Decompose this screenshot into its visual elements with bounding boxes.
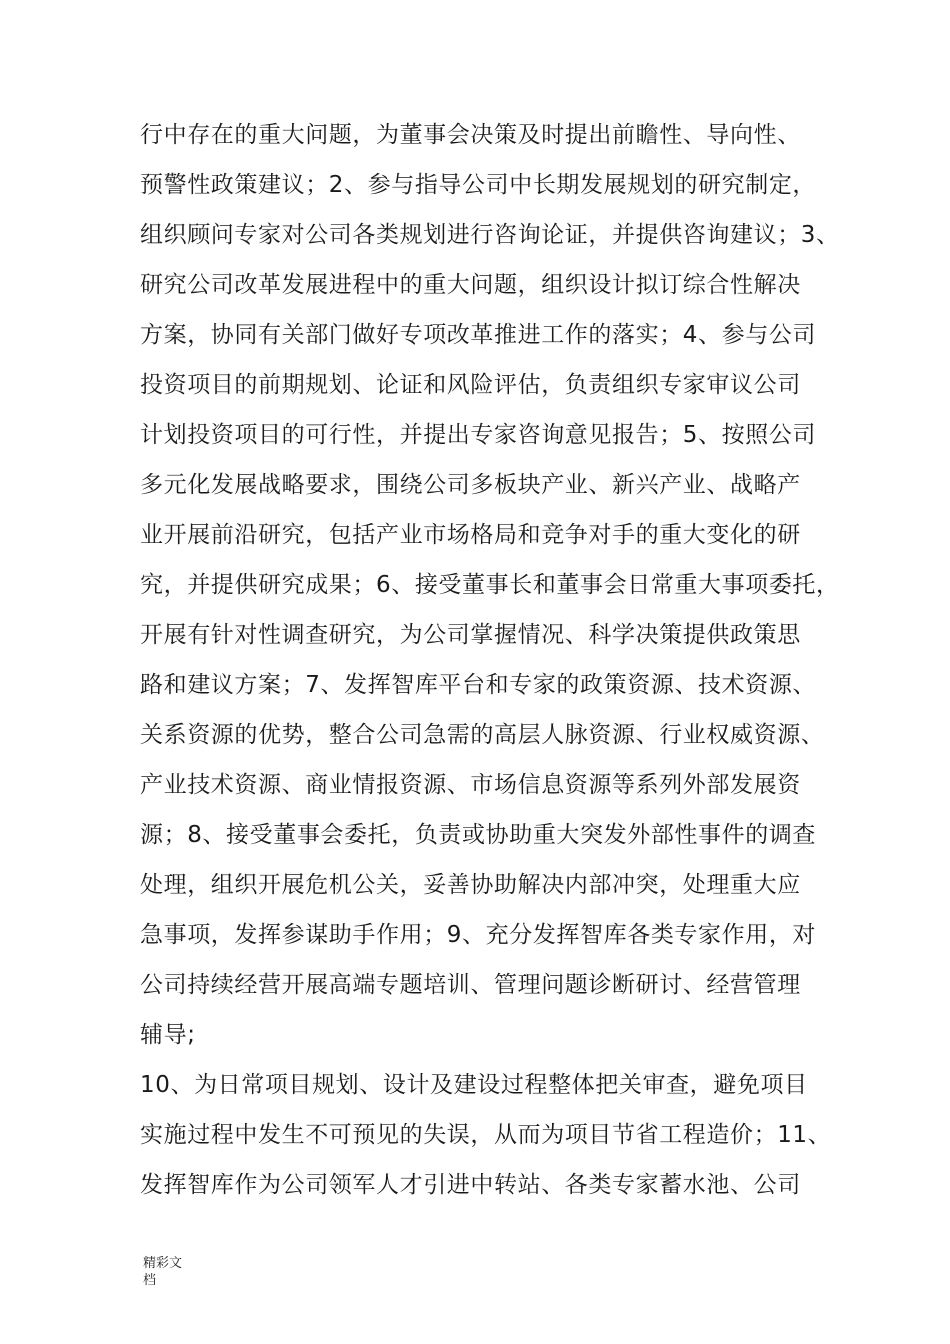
text-line: 处理，组织开展危机公关，妥善协助解决内部冲突，处理重大应 — [140, 872, 801, 898]
text-line: 组织顾问专家对公司各类规划进行咨询论证，并提供咨询建议；3、 — [140, 222, 840, 248]
text-line: 发挥智库作为公司领军人才引进中转站、各类专家蓄水池、公司 — [140, 1172, 801, 1198]
text-line: 关系资源的优势，整合公司急需的高层人脉资源、行业权威资源、 — [140, 722, 825, 748]
text-line: 10、为日常项目规划、设计及建设过程整体把关审查，避免项目 — [140, 1072, 808, 1098]
text-line: 业开展前沿研究，包括产业市场格局和竞争对手的重大变化的研 — [140, 522, 801, 548]
footer-watermark-line: 精彩文 — [143, 1256, 183, 1271]
text-line: 研究公司改革发展进程中的重大问题，组织设计拟订综合性解决 — [140, 272, 801, 298]
text-line: 方案，协同有关部门做好专项改革推进工作的落实；4、参与公司 — [140, 322, 817, 348]
text-line: 行中存在的重大问题，为董事会决策及时提出前瞻性、导向性、 — [140, 122, 801, 148]
text-line: 产业技术资源、商业情报资源、市场信息资源等系列外部发展资 — [140, 772, 801, 798]
footer-watermark-line: 档 — [143, 1273, 157, 1288]
footer-watermark — [143, 1255, 203, 1289]
text-line: 实施过程中发生不可预见的失误，从而为项目节省工程造价；11、 — [140, 1122, 832, 1148]
text-line: 究，并提供研究成果；6、接受董事长和董事会日常重大事项委托， — [140, 572, 840, 598]
text-line: 多元化发展战略要求，围绕公司多板块产业、新兴产业、战略产 — [140, 472, 801, 498]
text-line: 公司持续经营开展高端专题培训、管理问题诊断研讨、经营管理 — [140, 972, 801, 998]
document-body — [140, 110, 840, 1210]
text-line: 源；8、接受董事会委托，负责或协助重大突发外部性事件的调查 — [140, 822, 817, 848]
text-line: 开展有针对性调查研究，为公司掌握情况、科学决策提供政策思 — [140, 622, 801, 648]
text-line: 预警性政策建议；2、参与指导公司中长期发展规划的研究制定， — [140, 172, 817, 198]
text-line: 投资项目的前期规划、论证和风险评估，负责组织专家审议公司 — [140, 372, 801, 398]
text-line: 辅导; — [140, 1022, 196, 1048]
text-line: 急事项，发挥参谋助手作用；9、充分发挥智库各类专家作用，对 — [140, 922, 817, 948]
text-line: 路和建议方案；7、发挥智库平台和专家的政策资源、技术资源、 — [140, 672, 817, 698]
text-line: 计划投资项目的可行性，并提出专家咨询意见报告；5、按照公司 — [140, 422, 817, 448]
